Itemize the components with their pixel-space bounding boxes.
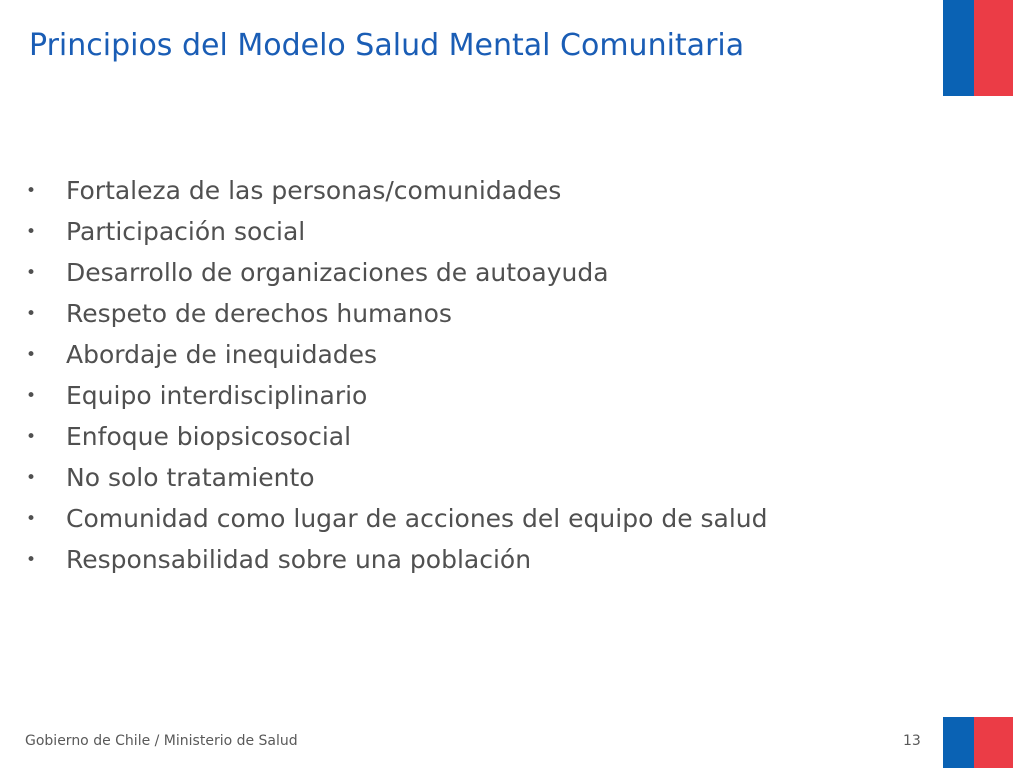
chile-flag-stripe-top	[943, 0, 1013, 96]
bullet-point-icon: •	[26, 426, 37, 447]
bullet-item	[26, 334, 768, 375]
bullet-point-icon: •	[26, 385, 37, 406]
bullet-point-icon: •	[26, 180, 37, 201]
flag-blue-band	[943, 717, 974, 768]
flag-blue-band	[943, 0, 974, 96]
bullet-point-icon: •	[26, 344, 37, 365]
bullet-item	[26, 170, 768, 211]
bullet-text: Comunidad como lugar de acciones del equipo de salud	[66, 504, 768, 533]
bullet-item	[26, 457, 768, 498]
bullet-item	[26, 416, 768, 457]
bullet-text: Responsabilidad sobre una población	[66, 545, 532, 574]
bullet-text: Desarrollo de organizaciones de autoayuda	[66, 258, 609, 287]
slide-title: Principios del Modelo Salud Mental Comunitaria	[29, 28, 745, 63]
bullet-text: No solo tratamiento	[66, 463, 315, 492]
flag-red-band	[974, 717, 1013, 768]
bullet-item	[26, 498, 768, 539]
bullet-item	[26, 252, 768, 293]
bullet-point-icon: •	[26, 262, 37, 283]
bullet-text: Fortaleza de las personas/comunidades	[66, 176, 562, 205]
bullet-item	[26, 293, 768, 334]
bullet-text: Equipo interdisciplinario	[66, 381, 368, 410]
bullet-point-icon: •	[26, 303, 37, 324]
bullet-list	[26, 170, 768, 580]
bullet-point-icon: •	[26, 221, 37, 242]
footer-organization: Gobierno de Chile / Ministerio de Salud	[25, 733, 298, 749]
bullet-item	[26, 375, 768, 416]
slide-number: 13	[903, 733, 921, 749]
flag-red-band	[974, 0, 1013, 96]
bullet-item	[26, 539, 768, 580]
bullet-point-icon: •	[26, 467, 37, 488]
bullet-text: Abordaje de inequidades	[66, 340, 378, 369]
bullet-item	[26, 211, 768, 252]
bullet-point-icon: •	[26, 549, 37, 570]
bullet-text: Respeto de derechos humanos	[66, 299, 452, 328]
bullet-point-icon: •	[26, 508, 37, 529]
bullet-text: Participación social	[66, 217, 306, 246]
bullet-text: Enfoque biopsicosocial	[66, 422, 352, 451]
chile-flag-stripe-bottom	[943, 717, 1013, 768]
